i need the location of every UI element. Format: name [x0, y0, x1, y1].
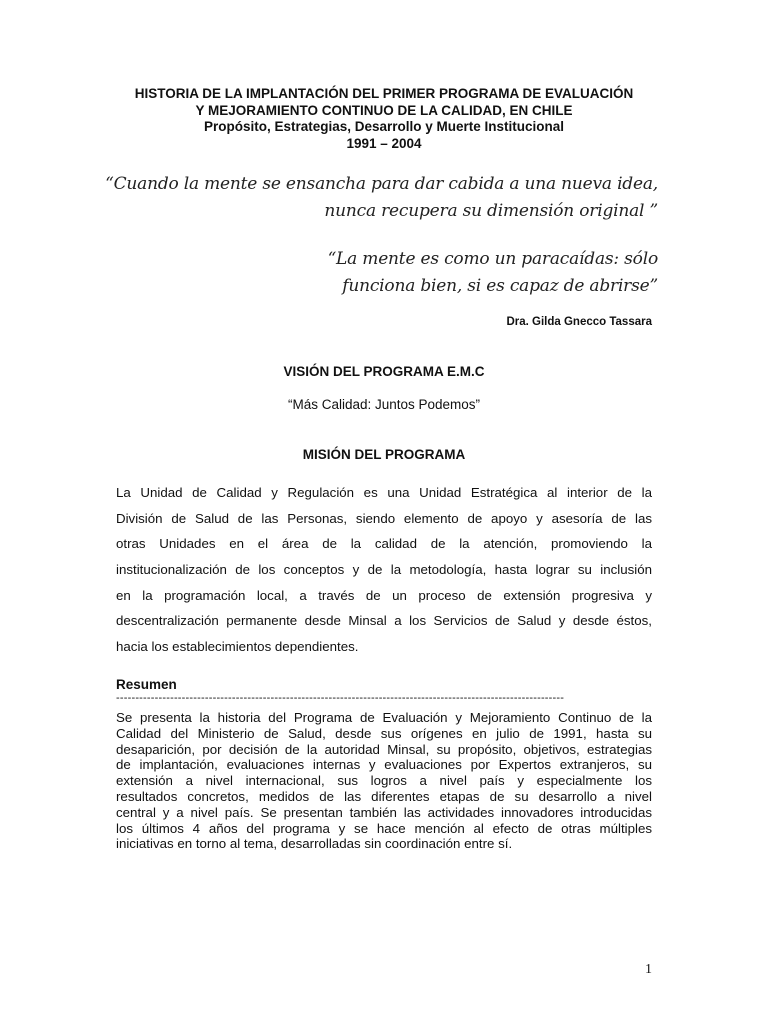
paragraph-line: los últimos 4 años del programa y se hace mención al efecto de otras múltiples	[116, 820, 652, 836]
title-subtitle: Propósito, Estrategias, Desarrollo y Muerte Institucional	[203, 119, 565, 134]
page-number: 1	[645, 962, 652, 977]
paragraph-line: desaparición, por decisión de la autoridad Minsal, su propósito, objetivos, estrategias	[116, 741, 652, 757]
quote-line: funciona bien, si es capaz de abrirse”	[342, 276, 658, 296]
epigraph-quote-1	[105, 171, 658, 225]
title-line: Y MEJORAMIENTO CONTINUO DE LA CALIDAD, EN CHILE	[195, 102, 573, 118]
author-name: Dra. Gilda Gnecco Tassara	[506, 316, 652, 328]
resumen-heading: Resumen	[116, 677, 177, 692]
quote-line: nunca recupera su dimensión original ”	[324, 201, 658, 221]
epigraph-quote-2	[328, 246, 658, 300]
title-years: 1991 – 2004	[346, 135, 422, 151]
paragraph-line: División de Salud de las Personas, siendo elemento de apoyo y asesoría de las	[116, 510, 652, 526]
paragraph-line: descentralización permanente desde Minsal a los Servicios de Salud y desde éstos,	[116, 613, 652, 629]
paragraph-line: en la programación local, a través de un proceso de extensión progresiva y	[116, 587, 652, 603]
document-title	[100, 86, 668, 152]
mision-heading: MISIÓN DEL PROGRAMA	[302, 447, 466, 462]
quote-line: “Cuando la mente se ensancha para dar cabida a una nueva idea,	[105, 174, 658, 194]
paragraph-line: iniciativas en torno al tema, desarrolladas sin coordinación entre sí.	[116, 836, 513, 852]
paragraph-line: extensión a nivel internacional, sus logros a nivel país y especialmente los	[116, 773, 652, 789]
paragraph-line: La Unidad de Calidad y Regulación es una Unidad Estratégica al interior de la	[116, 485, 652, 500]
paragraph-line: de implantación, evaluaciones internas y evaluaciones por Expertos extranjeros, su	[116, 757, 652, 773]
dashed-separator: --------------------------------------------------------------------------------------------------------------------	[116, 692, 565, 704]
paragraph-line: Se presenta la historia del Programa de Evaluación y Mejoramiento Continuo de la	[116, 710, 652, 725]
quote-line: “La mente es como un paracaídas: sólo	[327, 249, 658, 269]
paragraph-line: hacia los establecimientos dependientes.	[116, 639, 359, 655]
paragraph-line: otras Unidades en el área de la calidad de la atención, promoviendo la	[116, 536, 652, 552]
paragraph-line: institucionalización de los conceptos y de la metodología, hasta lograr su inclusión	[116, 562, 652, 578]
resumen-paragraph	[116, 710, 652, 852]
paragraph-line: central y a nivel país. Se presentan también las actividades innovadores introducidas	[116, 804, 652, 820]
paragraph-line: resultados concretos, medidos de las diferentes etapas de su desarrollo a nivel	[116, 788, 652, 804]
mision-paragraph	[116, 480, 652, 660]
vision-heading: VISIÓN DEL PROGRAMA E.M.C	[283, 364, 485, 379]
title-line: HISTORIA DE LA IMPLANTACIÓN DEL PRIMER PROGRAMA DE EVALUACIÓN	[134, 86, 634, 101]
paragraph-line: Calidad del Ministerio de Salud, desde sus orígenes en julio de 1991, hasta su	[116, 725, 652, 741]
vision-motto: “Más Calidad: Juntos Podemos”	[287, 397, 481, 412]
